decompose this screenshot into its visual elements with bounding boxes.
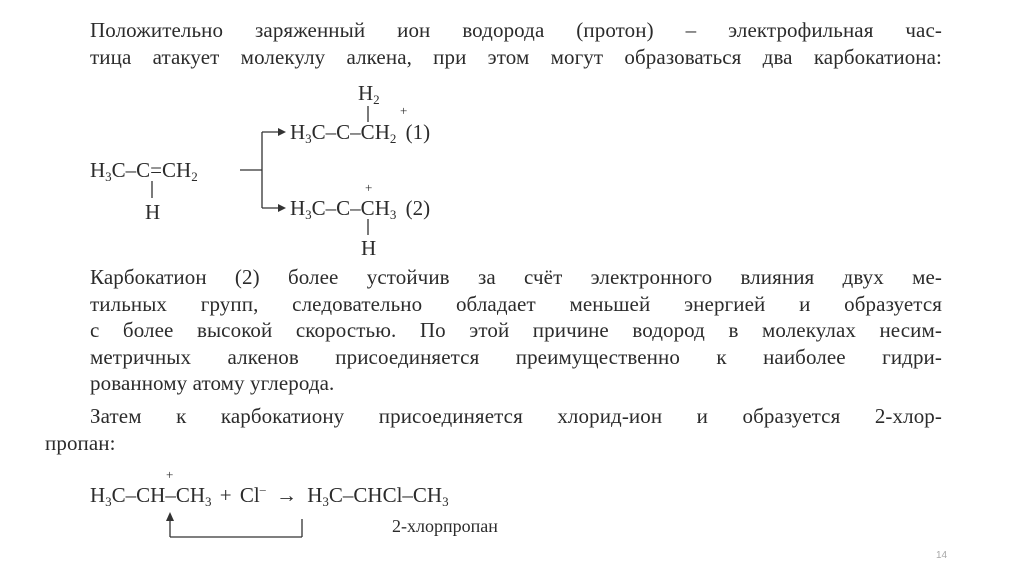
intro-line-1: Положительно заряженный ион водорода (протон) – электрофильная час- bbox=[90, 18, 942, 42]
product1-top-h-sub: 2 bbox=[373, 92, 380, 107]
product2-sub-3b: 3 bbox=[389, 207, 397, 222]
eq-left-sub-3: 3 bbox=[105, 494, 112, 509]
eq-right-chain: C–CHCl–CH bbox=[328, 483, 443, 507]
reactant-h: H bbox=[90, 158, 106, 182]
eq-plus: + bbox=[219, 483, 232, 507]
product1-plus-charge: + bbox=[400, 103, 408, 118]
chloride-line-2: пропан: bbox=[45, 430, 116, 455]
product1-h: H bbox=[290, 120, 306, 144]
explanation-line-3: с более высокой скоростью. По этой причине водород в молекулах несим- bbox=[90, 318, 942, 342]
explanation-line-1: Карбокатион (2) более устойчив за счёт электронного влияния двух ме- bbox=[90, 265, 942, 289]
product1-formula bbox=[290, 120, 431, 146]
eq-right-sub-3b: 3 bbox=[442, 494, 449, 509]
product2-h: H bbox=[290, 196, 306, 220]
eq-right-h: H bbox=[307, 483, 323, 507]
reactant-bottom-h: H bbox=[145, 200, 161, 224]
final-equation bbox=[90, 482, 449, 509]
eq-arrow: → bbox=[275, 483, 297, 507]
product1-sub-2: 2 bbox=[389, 131, 397, 146]
explanation-line-4: метричных алкенов присоединяется преимущественно к наиболее гидри- bbox=[90, 344, 942, 369]
reactant-chain: C–C=CH bbox=[111, 158, 192, 182]
product2-plus-charge: + bbox=[365, 180, 373, 195]
product2-bottom-h: H bbox=[361, 236, 377, 260]
eq-left-h: H bbox=[90, 483, 106, 507]
product1-number: (1) bbox=[405, 120, 431, 144]
eq-left-sub-3b: 3 bbox=[205, 494, 212, 509]
chloride-paragraph bbox=[45, 403, 942, 456]
product1-chain: C–C–CH bbox=[311, 120, 390, 144]
eq-left-chain: C–CH–CH bbox=[111, 483, 206, 507]
product1-top-h: H bbox=[358, 81, 374, 105]
product2-number: (2) bbox=[405, 196, 431, 220]
reactant-sub-2: 2 bbox=[191, 169, 198, 184]
equation-plus-charge: + bbox=[166, 467, 174, 482]
reactant-sub-3: 3 bbox=[105, 169, 112, 184]
eq-right-sub-3: 3 bbox=[322, 494, 329, 509]
product-name-caption: 2-хлорпропан bbox=[392, 516, 498, 536]
explanation-paragraph bbox=[90, 264, 942, 397]
explanation-line-2: тильных групп, следовательно обладает меньшей энергией и образуется bbox=[90, 291, 942, 316]
product2-formula bbox=[290, 196, 431, 222]
product1-sub-3: 3 bbox=[305, 131, 312, 146]
reactant-propene bbox=[90, 158, 198, 184]
product2-chain: C–C–CH bbox=[311, 196, 390, 220]
eq-chloride-charge: – bbox=[259, 482, 266, 496]
intro-line-2: тица атакует молекулу алкена, при этом могут образоваться два карбокатиона: bbox=[90, 44, 942, 69]
chloride-line-1: Затем к карбокатиону присоединяется хлорид-ион и образуется 2-хлор- bbox=[90, 404, 942, 428]
explanation-line-5: рованному атому углерода. bbox=[90, 371, 335, 395]
eq-chloride: Cl bbox=[239, 483, 260, 507]
product2-sub-3: 3 bbox=[305, 207, 312, 222]
page-number: 14 bbox=[936, 550, 948, 561]
product1-top-h2 bbox=[358, 81, 380, 107]
